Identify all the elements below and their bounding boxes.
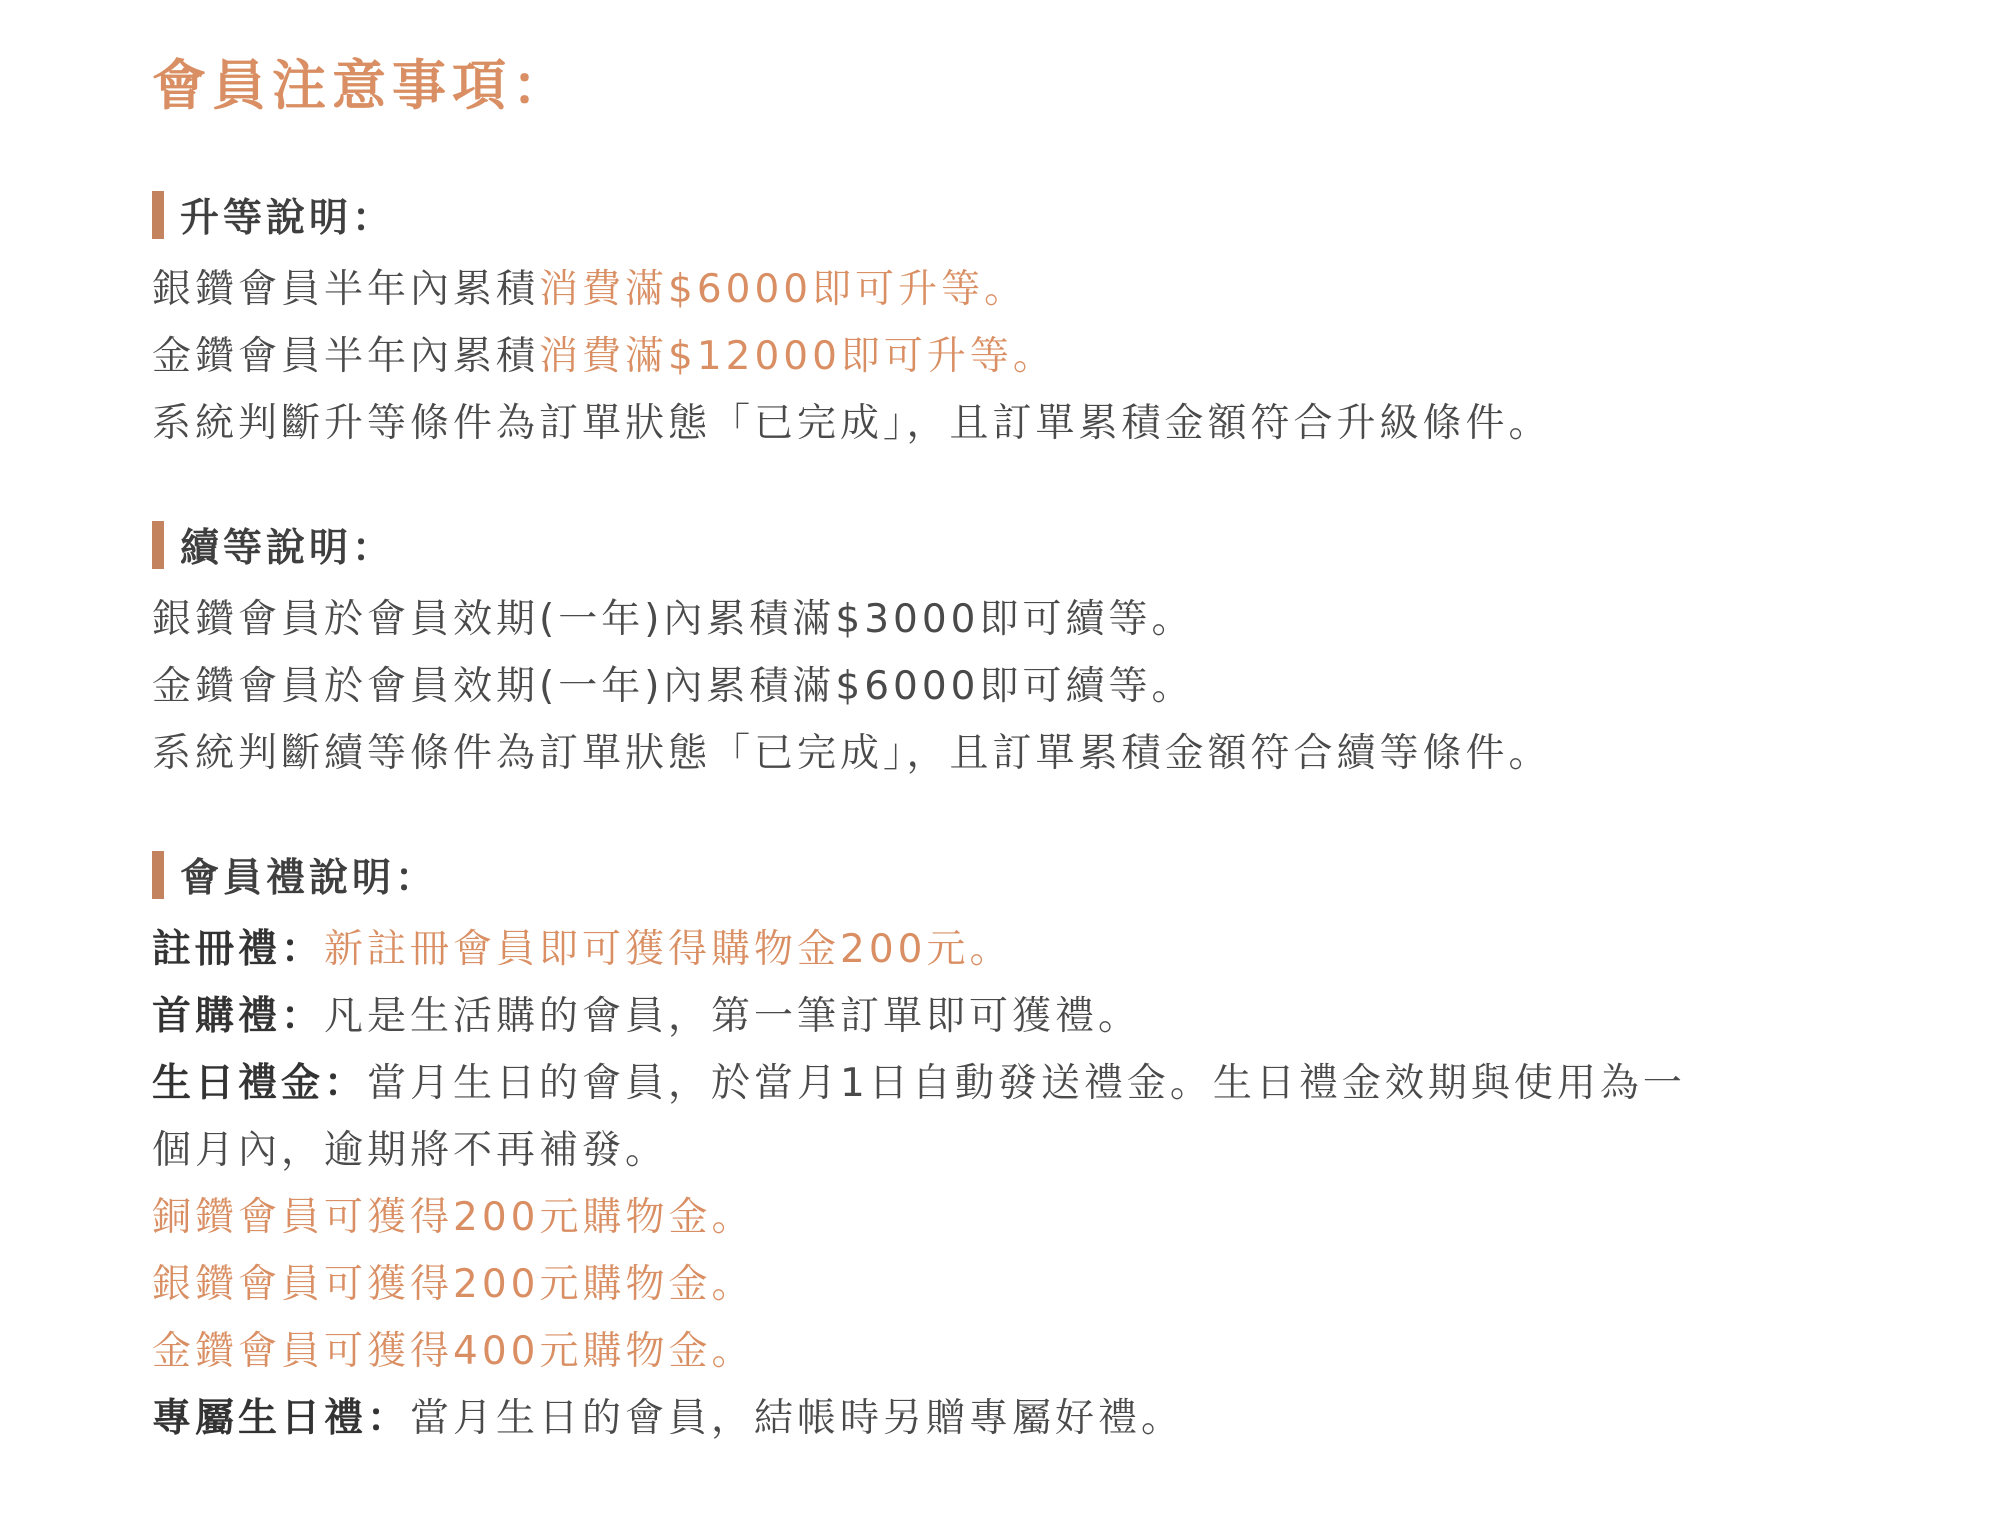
upgrade-line-silver-prefix: 銀鑽會員半年內累積 (152, 267, 540, 312)
birthday-gift-label: 生日禮金 (152, 1061, 325, 1106)
heading-accent-bar (152, 191, 164, 239)
birthday-gift-line (152, 1050, 1912, 1117)
upgrade-line-gold-highlight: 消費滿$12000即可升等。 (539, 334, 1056, 379)
renewal-heading (152, 520, 1912, 570)
registration-gift-line (152, 916, 1912, 983)
upgrade-section (152, 190, 1912, 457)
upgrade-line-silver (152, 256, 1912, 323)
page-title: 會員注意事項： (152, 54, 572, 117)
upgrade-heading (152, 190, 1912, 240)
exclusive-birthday-gift-line (152, 1385, 1912, 1452)
upgrade-heading-text: 升等說明： (180, 196, 396, 241)
copper-member-gift-line: 銅鑽會員可獲得200元購物金。 (152, 1195, 755, 1240)
renewal-lines (152, 586, 1912, 787)
first-purchase-gift-line (152, 983, 1912, 1050)
gifts-heading-text: 會員禮說明： (180, 856, 439, 901)
renewal-line-condition: 系統判斷續等條件為訂單狀態「已完成」，且訂單累積金額符合續等條件。 (152, 731, 1552, 776)
gold-member-gift-line: 金鑽會員可獲得400元購物金。 (152, 1329, 755, 1374)
upgrade-line-gold-prefix: 金鑽會員半年內累積 (152, 334, 540, 379)
registration-gift-text: 新註冊會員即可獲得購物金200元。 (324, 927, 1013, 972)
renewal-heading-text: 續等說明： (180, 526, 396, 571)
birthday-gift-line-continued: 個月內，逾期將不再補發。 (152, 1128, 669, 1173)
first-purchase-gift-label: 首購禮 (152, 994, 282, 1039)
birthday-gift-separator: ： (324, 1061, 368, 1106)
heading-accent-bar (152, 851, 164, 899)
renewal-line-silver: 銀鑽會員於會員效期(一年)內累積滿$3000即可續等。 (152, 597, 1195, 642)
exclusive-birthday-gift-text: 當月生日的會員，結帳時另贈專屬好禮。 (410, 1396, 1185, 1441)
registration-gift-label: 註冊禮 (152, 927, 282, 972)
gifts-section (152, 850, 1912, 1452)
silver-member-gift-line: 銀鑽會員可獲得200元購物金。 (152, 1262, 755, 1307)
upgrade-line-silver-highlight: 消費滿$6000即可升等。 (539, 267, 1028, 312)
heading-accent-bar (152, 521, 164, 569)
exclusive-birthday-gift-separator: ： (367, 1396, 411, 1441)
first-purchase-gift-text: 凡是生活購的會員，第一筆訂單即可獲禮。 (324, 994, 1142, 1039)
first-purchase-gift-separator: ： (281, 994, 325, 1039)
registration-gift-separator: ： (281, 927, 325, 972)
renewal-line-gold: 金鑽會員於會員效期(一年)內累積滿$6000即可續等。 (152, 664, 1195, 709)
upgrade-line-gold (152, 323, 1912, 390)
upgrade-lines (152, 256, 1912, 457)
birthday-gift-text-1: 當月生日的會員，於當月1日自動發送禮金。生日禮金效期與使用為一 (367, 1061, 1686, 1106)
upgrade-line-condition: 系統判斷升等條件為訂單狀態「已完成」，且訂單累積金額符合升級條件。 (152, 401, 1552, 446)
gifts-lines (152, 916, 1912, 1452)
renewal-section (152, 520, 1912, 787)
gifts-heading (152, 850, 1912, 900)
exclusive-birthday-gift-label: 專屬生日禮 (152, 1396, 368, 1441)
